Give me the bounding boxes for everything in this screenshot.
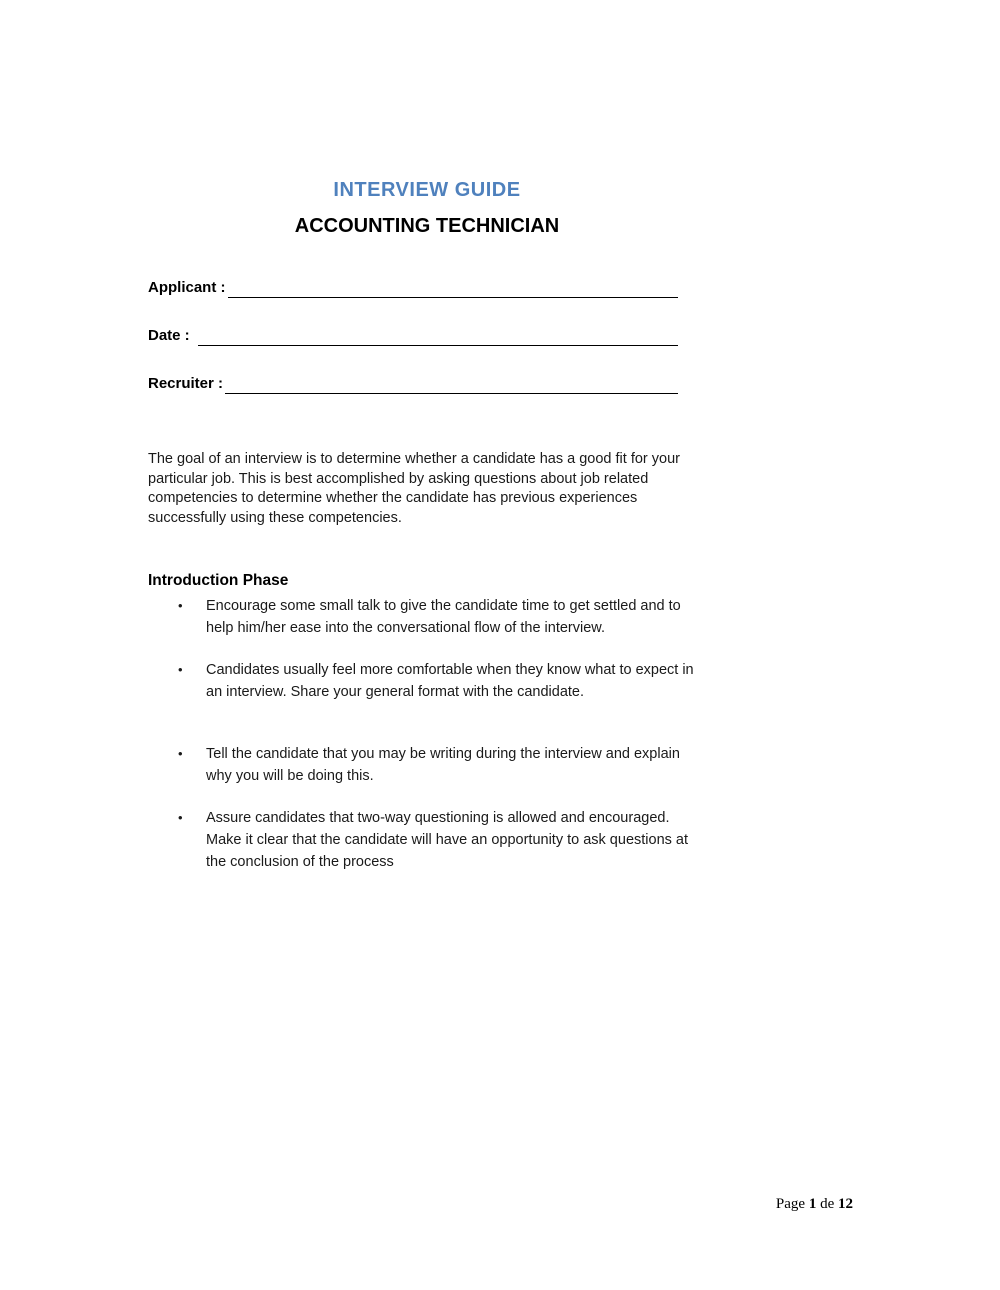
- bullet-item: [178, 595, 706, 639]
- fill-in-fields: [148, 276, 706, 394]
- date-field-row: [148, 324, 678, 346]
- footer-page-label: Page: [775, 1196, 806, 1212]
- footer-total-pages: 12: [838, 1196, 853, 1212]
- page-footer: [776, 1196, 853, 1213]
- bullet-text: Assure candidates that two-way questioning is allowed and encouraged. Make it clear that the candidate will have an opportunity to ask questions at the conclusion of the process: [206, 810, 689, 870]
- bullet-item: [178, 743, 706, 787]
- footer-separator: de: [820, 1196, 835, 1212]
- recruiter-fill-line[interactable]: [225, 375, 678, 394]
- bullet-list: [148, 595, 706, 873]
- bullet-text: Tell the candidate that you may be writing during the interview and explain why you will be doing this.: [206, 746, 680, 784]
- section-heading-introduction-phase: Introduction Phase: [148, 572, 289, 589]
- recruiter-label: Recruiter :: [148, 375, 224, 392]
- document-content: [148, 0, 706, 873]
- bullet-icon: •: [178, 810, 183, 825]
- bullet-item: [178, 807, 706, 873]
- bullet-icon: •: [178, 598, 183, 613]
- bullet-icon: •: [178, 746, 183, 761]
- date-fill-line[interactable]: [198, 327, 678, 346]
- bullet-icon: •: [178, 662, 183, 677]
- recruiter-field-row: [148, 372, 678, 394]
- footer-page-number: 1: [808, 1196, 817, 1212]
- bullet-text: Encourage some small talk to give the candidate time to get settled and to help him/her ease into the conversational flow of the interview.: [206, 598, 681, 636]
- date-label: Date :: [148, 327, 190, 344]
- bullet-text: Candidates usually feel more comfortable when they know what to expect in an interview. Share your general format with the candidate.: [206, 662, 694, 700]
- applicant-fill-line[interactable]: [228, 279, 679, 298]
- bullet-item: [178, 659, 706, 703]
- intro-paragraph: The goal of an interview is to determine whether a candidate has a good fit for your particular job. This is best accomplished by asking questions about job related competencies to determine whether the candidate has previous experiences successfully using these competencies.: [148, 451, 680, 526]
- page-title: INTERVIEW GUIDE: [333, 179, 521, 201]
- applicant-label: Applicant :: [148, 279, 226, 296]
- applicant-field-row: [148, 276, 678, 298]
- page-subtitle: ACCOUNTING TECHNICIAN: [294, 215, 560, 237]
